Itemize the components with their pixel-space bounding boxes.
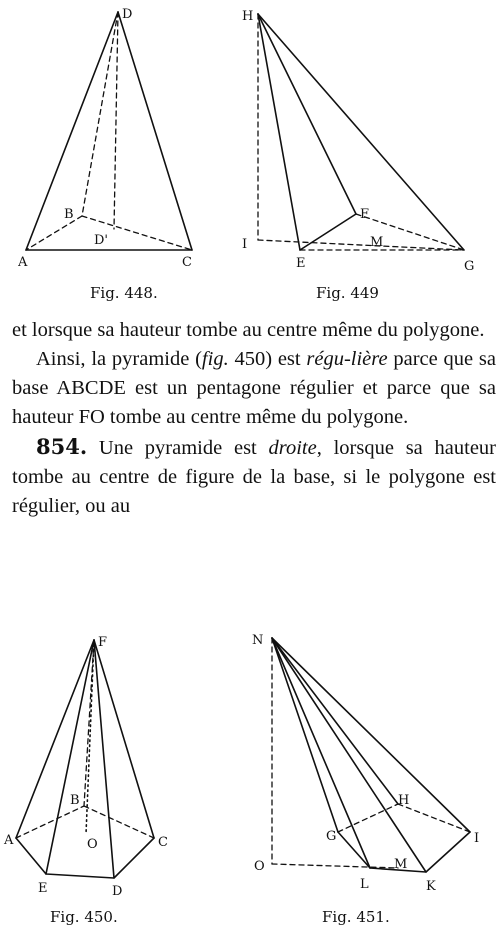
figure-451 xyxy=(248,624,498,906)
edge-hi xyxy=(398,804,470,832)
label-i: I xyxy=(242,237,248,252)
caption-fig-450: Fig. 450. xyxy=(50,908,118,926)
edge-hf xyxy=(258,14,356,214)
label-d: D xyxy=(112,884,123,899)
text-segment: 450) est xyxy=(228,348,307,370)
caption-fig-448: Fig. 448. xyxy=(90,284,158,302)
text-segment: Ainsi, la pyramide ( xyxy=(36,348,202,370)
label-apex: D xyxy=(122,7,133,22)
edge-ba xyxy=(26,216,82,250)
label-m: M xyxy=(370,235,384,250)
paragraph-regular-pyramid xyxy=(12,345,496,432)
edge-nk xyxy=(272,638,426,872)
label-apex: H xyxy=(242,9,254,24)
edge-nl xyxy=(272,638,370,868)
text-segment: Une pyramide est xyxy=(87,437,269,459)
label-i: I xyxy=(474,831,480,846)
label-c: C xyxy=(182,255,192,270)
edge-gh xyxy=(338,804,398,832)
label-o: O xyxy=(87,837,98,852)
paragraph-continuation: et lorsque sa hauteur tombe au centre même du polygone. xyxy=(12,319,485,341)
figure-449 xyxy=(232,2,498,277)
label-m: M xyxy=(394,857,408,872)
label-k: K xyxy=(426,879,436,894)
base-im xyxy=(258,240,464,250)
height-line xyxy=(114,12,118,229)
edge-ng xyxy=(272,638,338,832)
label-f: F xyxy=(98,635,108,650)
label-l: L xyxy=(360,877,369,892)
body-text xyxy=(12,316,496,521)
label-g: G xyxy=(464,259,475,274)
foot-om xyxy=(272,864,398,868)
edge-fa xyxy=(16,640,94,838)
label-e: E xyxy=(38,881,48,896)
paragraph-number: 854. xyxy=(36,434,88,459)
label-h: H xyxy=(398,793,410,808)
label-n: N xyxy=(252,633,264,648)
figure-reference: fig. xyxy=(201,348,229,370)
label-b: B xyxy=(70,793,80,808)
edge-db xyxy=(82,12,118,216)
label-o: O xyxy=(254,859,265,874)
edge-he xyxy=(258,14,300,250)
paragraph-right-pyramid xyxy=(12,432,496,521)
defined-term: régu-lière xyxy=(306,348,388,370)
base-front-edges xyxy=(16,838,154,878)
defined-term: droite xyxy=(268,437,317,459)
label-foot: D' xyxy=(94,233,108,248)
figure-448 xyxy=(18,4,218,274)
label-a: A xyxy=(4,833,14,848)
label-f: F xyxy=(360,207,370,222)
caption-fig-451: Fig. 451. xyxy=(322,908,390,926)
label-c: C xyxy=(158,835,168,850)
text-segment: parce que sa base ABCDE est un pentagone régulier et parce que sa hauteur FO tombe au centre même du polygone. xyxy=(12,348,496,428)
edge-ni xyxy=(272,638,470,832)
label-g: G xyxy=(326,829,337,844)
edge-nh xyxy=(272,638,398,804)
text-segment: , lorsque sa hauteur tombe au centre de figure de la base, si le polygone est régulier, ou au xyxy=(12,437,496,517)
label-e: E xyxy=(296,256,306,271)
edge-bc xyxy=(84,806,154,838)
label-a: A xyxy=(18,255,28,270)
caption-fig-449: Fig. 449 xyxy=(316,284,379,302)
label-b: B xyxy=(64,207,74,222)
edge-dc xyxy=(118,12,192,250)
figure-450 xyxy=(2,628,212,904)
